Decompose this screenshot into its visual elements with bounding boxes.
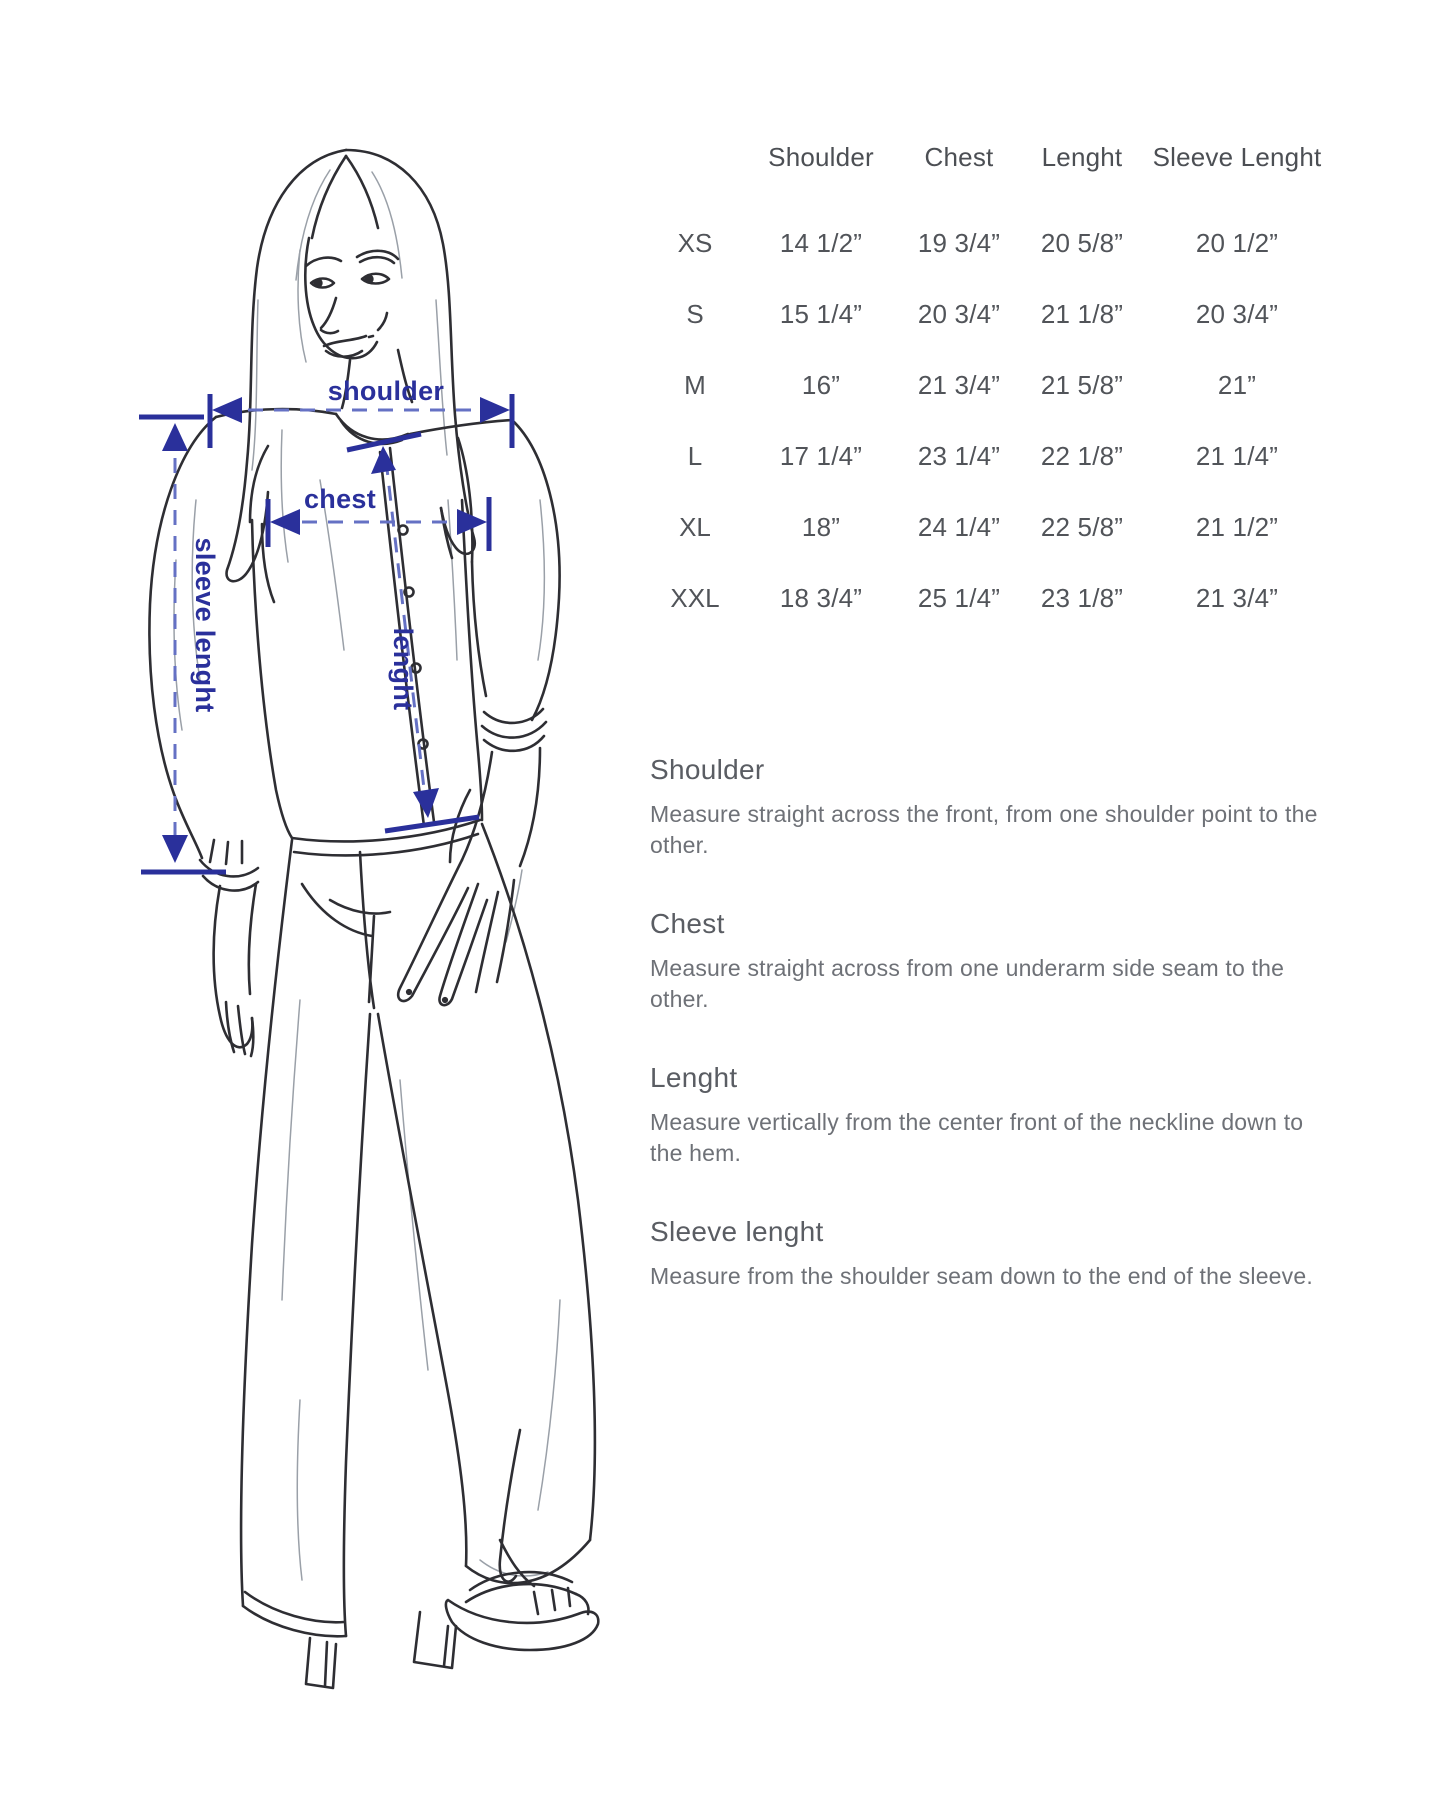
definition-term: Sleeve lenght [650,1216,824,1248]
shoulder-annotation-label: shoulder [327,376,445,406]
size-label: M [684,370,706,400]
chest-value: 25 1/4” [917,583,1001,613]
woman-illustration [0,0,650,1806]
definition-shoulder [650,754,1340,861]
size-label: S [686,299,704,329]
size-label: XS [677,228,713,258]
table-header-length: Lenght [1041,141,1123,172]
length-value: 22 5/8” [1040,512,1124,542]
table-row-xxl [648,563,1330,634]
shoulder-value: 16” [801,370,841,400]
size-label: XXL [670,583,720,613]
table-row-m [648,350,1330,421]
sleeve-length-value: 20 3/4” [1195,299,1279,329]
shoulder-value: 18 3/4” [779,583,863,613]
chest-annotation-label: chest [303,484,377,514]
shoulder-value: 14 1/2” [779,228,863,258]
length-value: 21 1/8” [1040,299,1124,329]
chest-value: 20 3/4” [917,299,1001,329]
length-value: 21 5/8” [1040,370,1124,400]
table-row-xl [648,492,1330,563]
sleeve-length-annotation-label: sleeve lenght [190,537,220,713]
sleeve-length-value: 21 1/2” [1195,512,1279,542]
definition-term: Chest [650,908,725,940]
chest-value: 23 1/4” [917,441,1001,471]
table-row-l [648,421,1330,492]
definition-description: Measure from the shoulder seam down to the end of the sleeve. [650,1263,1313,1290]
table-row-s [648,279,1330,350]
definition-chest [650,908,1340,1015]
sleeve-length-value: 21 1/4” [1195,441,1279,471]
shoulder-value: 18” [801,512,841,542]
length-value: 22 1/8” [1040,441,1124,471]
size-label: XL [679,512,711,542]
sleeve-length-value: 21 3/4” [1195,583,1279,613]
sleeve-length-value: 20 1/2” [1195,228,1279,258]
definition-sleeve-length [650,1216,1340,1292]
length-down-arrow-icon [413,788,439,818]
measurement-figure [0,0,650,1806]
measurement-definitions [650,754,1340,1292]
sleeve-length-value: 21” [1217,370,1257,400]
length-value: 20 5/8” [1040,228,1124,258]
chest-value: 19 3/4” [917,228,1001,258]
definition-description: Measure vertically from the center front of the neckline down to the hem. [650,1109,1304,1167]
shoulder-left-arrow-icon [212,397,242,423]
definition-term: Shoulder [650,754,765,785]
definition-term: Lenght [650,1062,738,1094]
definition-description: Measure straight across the front, from one shoulder point to the other. [650,801,1318,859]
sleeve-down-arrow-icon [162,835,188,863]
shoulder-value: 15 1/4” [779,299,863,329]
shoulder-value: 17 1/4” [779,441,863,471]
definition-description: Measure straight across from one underarm side seam to the other. [650,955,1285,1013]
chest-value: 21 3/4” [917,370,1001,400]
chest-left-arrow-icon [270,509,300,535]
length-value: 23 1/8” [1040,583,1124,613]
length-annotation-label: lenght [388,627,418,711]
table-header-chest: Chest [924,141,994,172]
chest-value: 24 1/4” [917,512,1001,542]
size-table [648,130,1330,634]
table-header-sleeve-length: Sleeve Lenght [1152,141,1322,172]
size-table-header-row [648,130,1330,184]
shoulder-right-arrow-icon [480,397,510,423]
definition-length [650,1062,1340,1169]
table-row-xs [648,208,1330,279]
table-header-shoulder: Shoulder [768,141,874,172]
sleeve-up-arrow-icon [162,423,188,451]
size-label: L [687,441,703,471]
